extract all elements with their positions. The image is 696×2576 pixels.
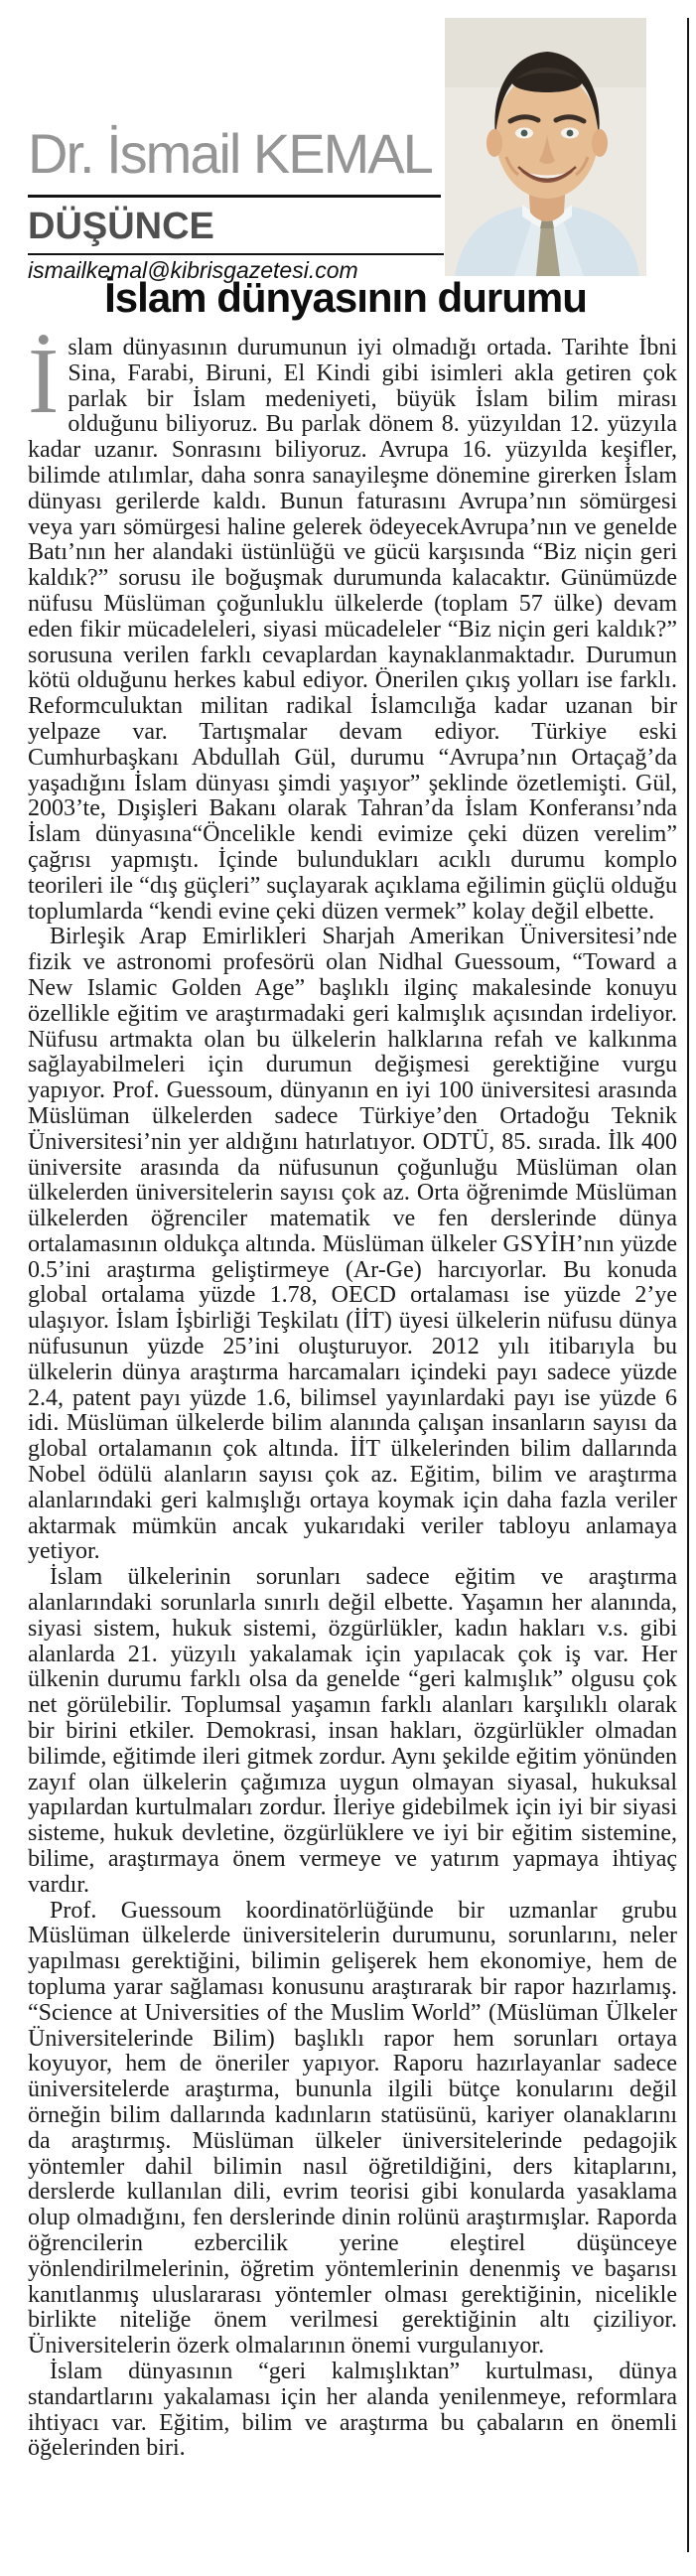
author-photo: [445, 18, 646, 276]
article-paragraph: İslam ülkelerinin sorunları sadece eğitim ve araştırma alanlarındaki sorunlarla sınırlı değil elbette. Yaşamın her alanında, siyasi sistem, hukuk sistemi, özgürlükler, kadın hakları v.s. gibi alanlarda 21. yüzyılı yakalamak için yapılacak çok iş var. Her ülkenin durumu farklı olsa da genelde “geri kalmışlık” olgusu çok net görülebilir. Toplumsal yaşamın farklı alanları karşılıklı olarak bir birini etkiler. Demokrasi, insan hakları, özgürlükler olmadan bilimde, eğitimde ileri gitmek zordur. Aynı şekilde eğitim yönünden zayıf olan ülkelerin çağımıza uygun olmayan siyasal, hukuksal yapılardan kurtulmaları zordur. İleriye gidebilmek için iyi bir siyasi sisteme, hukuk devletine, özgürlüklere ve iyi bir eğitim sistemine, bilime, araştırmaya önem vermeye ve yatırım yapmaya ihtiyaç vardır.: [28, 1564, 677, 1898]
article-title: İslam dünyasının durumu: [104, 274, 587, 321]
author-name: Dr. İsmail KEMAL: [28, 122, 432, 185]
paragraph-text: slam dünyasının durumunun iyi olmadığı ortada. Tarihte İbni Sina, Farabi, Biruni, El Kindi gibi isimleri akla getiren çok parlak bir İslam medeniyeti, büyük İslam bilim mirası olduğunu biliyoruz. Bu parlak dönem 8. yüzyıldan 12. yüzyıla kadar uzanır. Sonrasını biliyoruz. Avrupa 16. yüzyılda keşifler, bilimde atılımlar, daha sonra sanayileşme dönemine girerken İslam dünyası gerilerde kaldı. Bunun faturasını Avrupa’nın sömürgesi veya yarı sömürgesi haline gelerek ödeyecekAvrupa’nın ve genelde Batı’nın her alandaki üstünlüğü ve gücü karşısında “Biz niçin geri kaldık?” sorusu ile boğuşmak durumunda kalacaktır. Günümüzde nüfusu Müslüman çoğunluklu ülkelerde (toplam 57 ülke) devam eden fikir mücadeleleri, siyasi mücadeleler “Biz niçin geri kaldık?” sorusuna verilen farklı cevaplardan kaynaklanmaktadır. Durumun kötü olduğunu herkes kabul ediyor. Önerilen çıkış yolları ise farklı. Reformculuktan militan radikal İslamcılığa kadar uzanan bir yelpaze var. Tartışmalar devam ediyor. Türkiye eski Cumhurbaşkanı Abdullah Gül, durumu “Avrupa’nın Ortaçağ’da yaşadığını İslam dünyası şimdi yaşıyor” şeklinde özetlemişti. Gül, 2003’te, Dışişleri Bakanı olarak Tahran’da İslam Konferansı’nda İslam dünyasına“Öncelikle kendi evimize çeki düzen verelim” çağrısı yapmıştı. İçinde bulundukları acıklı durumu komplo teorileri ile “dış güçleri” suçlayarak açıklama eğilimin güçlü olduğu toplumlarda “kendi evine çeki düzen vermek” kolay değil elbette.: [28, 335, 677, 925]
column-title: DÜŞÜNCE: [28, 206, 214, 247]
column-divider-rule: [687, 18, 689, 2552]
article-paragraph: Prof. Guessoum koordinatörlüğünde bir uzmanlar grubu Müslüman ülkelerde üniversitelerin durumunu, sorunlarını, neler yapılması gerektiğini, bilimin gelişerek hem ekonomiye, hem de topluma yarar sağlaması konusunu araştırarak bir rapor hazırlamış. “Science at Universities of the Muslim World” (Müslüman Ülkeler Üniversitelerinde Bilim) başlıklı rapor hem sorunları ortaya koyuyor, hem de öneriler yapıyor. Raporu hazırlayanlar sadece üniversitelerde araştırma, bununla ilgili bütçe konularını değil örneğin bilim dallarında kadınların statüsünü, kariyer olanaklarını da araştırmış. Müslüman ülkeler üniversitelerinde pedagojik yöntemler dahil bilimin nasıl öğretildiğini, ders kitaplarını, derslerde kullanılan dili, evrim teorisi gibi konularda yasaklama olup olmadığını, fen derslerinde dinin rolünü araştırmışlar. Raporda öğrencilerin ezbercilik yerine eleştirel düşünceye yönlendirilmelerinin, öğretim yöntemlerinin denenmiş ve başarısı kanıtlanmış uluslararası yöntemler olması gerektiğinin, nicelikle birlikte niteliğe önem verilmesi gerektiğinin altı çiziliyor. Üniversitelerin özerk olmalarının önemi vurgulanıyor.: [28, 1897, 677, 2360]
article-body: [28, 330, 677, 2462]
dropcap-letter: İ: [28, 330, 60, 433]
divider-under-author: [28, 195, 441, 198]
divider-under-column-title: [28, 253, 444, 255]
article-paragraph: Birleşik Arap Emirlikleri Sharjah Amerikan Üniversitesi’nde fizik ve astronomi profesörü olan Nidhal Guessoum, “Toward a New Islamic Golden Age” başlıklı ilginç makalesinde konuyu özellikle eğitim ve araştırmadaki geri kalmışlık açısından irdeliyor. Nüfusu artmakta olan bu ülkelerin halklarına refah ve kalkınma sağlayabilmeleri için durumun değişmesi gerektiğine vurgu yapıyor. Prof. Guessoum, dünyanın en iyi 100 üniversitesi arasında Müslüman ülkelerden sadece Türkiye’den Ortadoğu Teknik Üniversitesi’nin yer aldığını hatırlatıyor. ODTÜ, 85. sırada. İlk 400 üniversite arasında da nüfusunun çoğunluğu Müslüman olan ülkelerden üniversitelerin sayısı çok az. Orta öğrenimde Müslüman ülkelerden öğrenciler matematik ve fen derslerinde dünya ortalamasının oldukça altında. Müslüman ülkeler GSYİH’nın yüzde 0.5’ini araştırma geliştirmeye (Ar-Ge) harcıyorlar. Bu konuda global ortalama yüzde 1.78, OECD ortalaması ise yüzde 2’ye ulaşıyor. İslam İşbirliği Teşkilatı (İİT) üyesi ülkelerin nüfusu dünya nüfusunun yüzde 25’ini oluşturuyor. 2012 yılı itibarıyla bu ülkelerin dünya araştırma harcamaları içindeki payı sadece yüzde 2.4, patent payı yüzde 1.6, bilimsel yayınlardaki payı ise yüzde 6 idi. Müslüman ülkelerde bilim alanında çalışan insanların sayısı da global ortalamanın çok altında. İİT ülkelerinden bilim dallarında Nobel ödülü alanların sayısı çok az. Eğitim, bilim ve araştırma alanlarındaki geri kalmışlığı ortaya koymak için daha fazla veriler aktarmak mümkün ancak yukarıdaki veriler tabloyu anlamaya yetiyor.: [28, 924, 677, 1565]
author-email: ismailkemal@kibrisgazetesi.com: [28, 257, 358, 283]
article-paragraph: [28, 330, 677, 925]
article-paragraph: İslam dünyasının “geri kalmışlıktan” kurtulması, dünya standartlarını yakalaması için her alanda yenilenmeye, reformlara ihtiyacı var. Eğitim, bilim ve araştırma bu çabaların en önemli öğelerinden biri.: [28, 2358, 677, 2462]
